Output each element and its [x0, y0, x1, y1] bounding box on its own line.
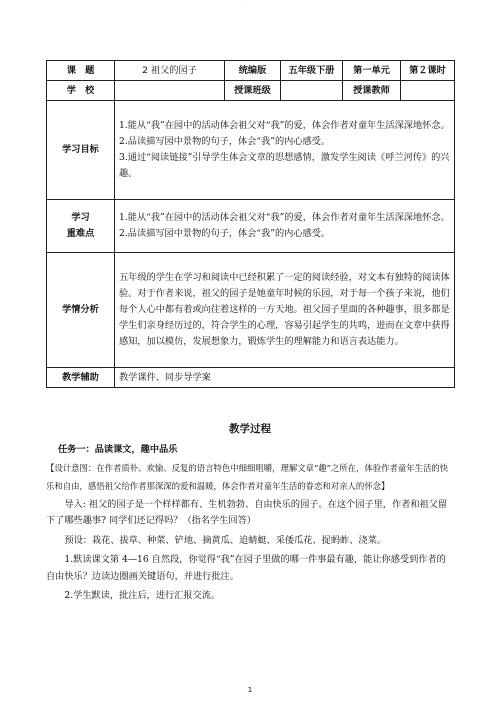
class-label: 授课班级 [225, 81, 281, 101]
step-2-paragraph: 2.学生默读，批注后，进行汇报交流。 [64, 590, 221, 601]
edition: 统编版 [225, 61, 281, 81]
school-label: 学 校 [47, 81, 115, 101]
goal-item: 2.品读描写园中景物的句子，体会“我”的内心感受。 [119, 136, 331, 147]
design-note: 【设计意图：在作者质朴、欢愉、反复的语言特色中细细咀嚼，理解文章“趣”之所在，体验作者童年生活的快乐和自由，感悟祖父给作者那深深的爱和温暖，体会作者对童年生活的眷恋和对亲人的怀念】 [46, 462, 449, 491]
key-points-label-line2: 重难点 [66, 228, 95, 239]
table-row [47, 200, 455, 253]
key-points-label [47, 200, 115, 253]
aids-content: 教学课件、同步导学案 [115, 368, 455, 388]
key-point-item: 2.品读描写园中景物的句子，体会“我”的内心感受。 [119, 228, 331, 239]
course-label: 课 题 [47, 61, 115, 81]
table-row [47, 81, 455, 101]
step-1-paragraph: 1.默读课文第 4—16 自然段，你觉得“我”在园子里做的哪一件事最有趣，能让你感受到作者的自由快乐？边读边圈画关键语句，并进行批注。 [46, 554, 446, 582]
table-row [47, 61, 455, 81]
task-heading: 任务一：品读课文，趣中品乐 [58, 444, 178, 455]
lesson-title: 2 祖父的园子 [115, 61, 225, 81]
table-row [47, 253, 455, 368]
top-mark: · [244, 3, 246, 10]
teacher-value [401, 81, 455, 101]
goals-content [115, 101, 455, 200]
unit: 第一单元 [343, 61, 401, 81]
key-points-content [115, 200, 455, 253]
period: 第２课时 [401, 61, 455, 81]
goals-label: 学习目标 [47, 101, 115, 200]
process-title: 教学过程 [229, 423, 271, 435]
lesson-plan-table [46, 60, 455, 388]
analysis-label: 学情分析 [47, 253, 115, 368]
page-number: 1 [247, 686, 253, 694]
goal-item: 3.通过“阅读链接”引导学生体会文章的思想感情，激发学生阅读《呼兰河传》的兴趣。 [119, 152, 450, 179]
table-row [47, 101, 455, 200]
goal-item: 1.能从“我”在园中的活动体会祖父对“我”的爱，体会作者对童年生活深深地怀念。 [119, 120, 450, 131]
grade: 五年级下册 [281, 61, 343, 81]
analysis-content: 五年级的学生在学习和阅读中已经积累了一定的阅读经验，对文本有独特的阅读体验。对于作者来说，祖父的园子是她童年时候的乐园，对于每一个孩子来说，他们每个人心中都有着或向往着这样的一方天地。祖父园子里面的各种趣事，很多都是学生们亲身经历过的，符合学生的心理，容易引起学生的共鸣，进而在文章中获得感知，加以模仿，发展想象力，锻炼学生的理解能力和语言表达能力。 [115, 253, 455, 368]
preset-paragraph: 预设：栽花、拔草、种菜、铲地、摘黄瓜、追蜻蜓、采倭瓜花、捉蚂蚱、浇菜。 [64, 534, 386, 546]
table-row [47, 368, 455, 388]
teacher-label: 授课教师 [343, 81, 401, 101]
school-value [115, 81, 225, 101]
aids-label: 教学辅助 [47, 368, 115, 388]
process-body [46, 442, 454, 605]
key-point-item: 1.能从“我”在园中的活动体会祖父对“我”的爱，体会作者对童年生活深深地怀念。 [119, 212, 450, 223]
intro-paragraph: 导入: 祖父的园子是一个样样都有、生机勃勃、自由快乐的园子。在这个园子里，作者和祖父留下了哪些趣事? 同学们还记得吗？（指名学生回答） [46, 498, 448, 526]
class-value [281, 81, 343, 101]
key-points-label-line1: 学习 [71, 212, 90, 223]
